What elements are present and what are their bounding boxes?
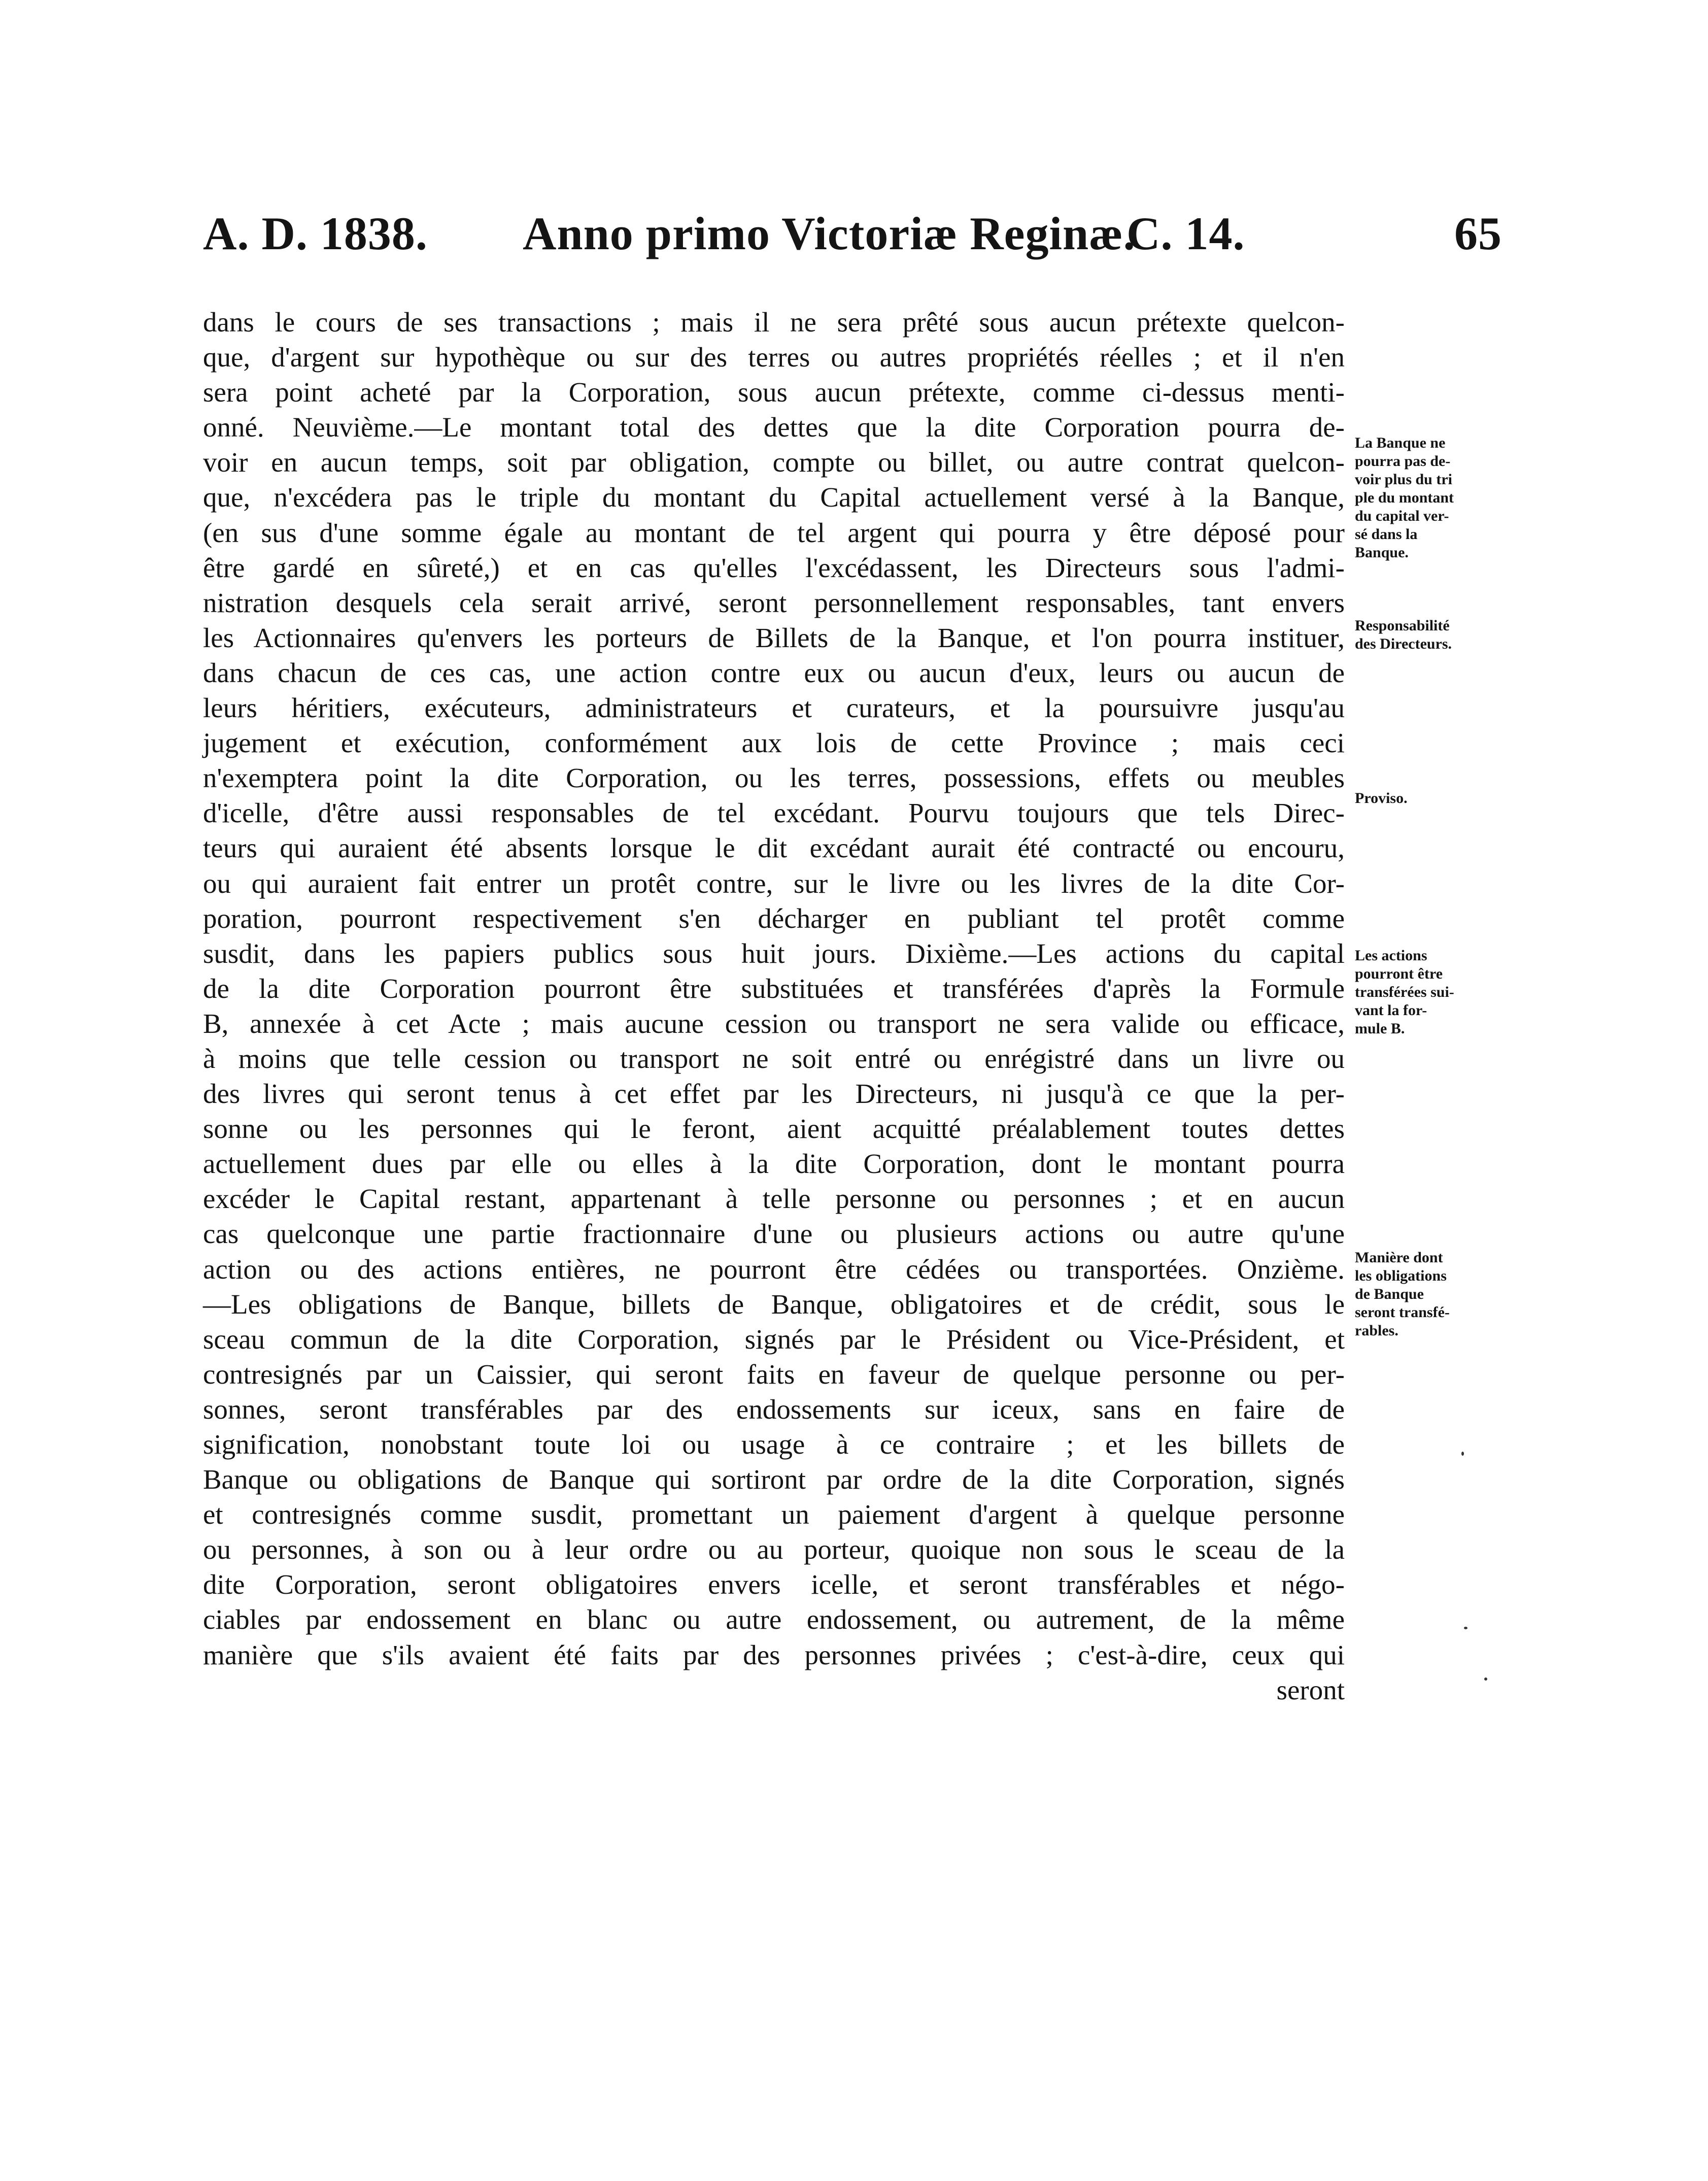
body-line: que, d'argent sur hypothèque ou sur des terres ou autres propriétés réelles ; et il n'en — [203, 342, 1345, 373]
margin-note-line: seront transfé- — [1355, 1304, 1450, 1321]
body-line: dans chacun de ces cas, une action contre eux ou aucun d'eux, leurs ou aucun de — [203, 657, 1345, 688]
body-line: sceau commun de la dite Corporation, signés par le Président ou Vice-Président, et — [203, 1323, 1345, 1355]
body-line: susdit, dans les papiers publics sous huit jours. Dixième.—Les actions du capital — [203, 937, 1345, 969]
margin-note-line: La Banque ne — [1355, 434, 1446, 451]
body-line: signification, nonobstant toute loi ou usage à ce contraire ; et les billets de — [203, 1429, 1345, 1460]
body-line: les Actionnaires qu'envers les porteurs de Billets de la Banque, et l'on pourra instituer, — [203, 622, 1345, 653]
body-line: ou qui auraient fait entrer un protêt contre, sur le livre ou les livres de la dite Cor- — [203, 867, 1345, 899]
margin-note-line: transférées sui- — [1355, 984, 1454, 1000]
body-line: —Les obligations de Banque, billets de Banque, obligatoires et de crédit, sous le — [203, 1288, 1345, 1320]
margin-note-proviso — [1355, 789, 1507, 808]
margin-note-line: voir plus du tri — [1355, 471, 1452, 488]
body-line: ou personnes, à son ou à leur ordre ou au porteur, quoique non sous le sceau de la — [203, 1534, 1345, 1565]
header-title: Anno primo Victoriæ Reginæ. — [523, 208, 1136, 259]
margin-note-actions — [1355, 947, 1507, 1038]
margin-note-banque-dettes — [1355, 434, 1507, 562]
margin-note-line: vant la for- — [1355, 1002, 1427, 1019]
body-line: dans le cours de ses transactions ; mais il ne sera prêté sous aucun prétexte quelcon- — [203, 307, 1345, 338]
scan-speck — [1461, 1452, 1464, 1456]
body-line: action ou des actions entières, ne pourront être cédées ou transportées. Onzième. — [203, 1253, 1345, 1285]
body-line: voir en aucun temps, soit par obligation, compte ou billet, ou autre contrat quelcon- — [203, 447, 1345, 478]
margin-note-line: Proviso. — [1355, 790, 1408, 807]
body-line: B, annexée à cet Acte ; mais aucune cession ou transport ne sera valide ou efficace, — [203, 1008, 1345, 1039]
body-line: des livres qui seront tenus à cet effet par les Directeurs, ni jusqu'à ce que la per- — [203, 1078, 1345, 1110]
margin-note-line: ple du montant — [1355, 489, 1454, 506]
body-line: de la dite Corporation pourront être substituées et transférées d'après la Formule — [203, 972, 1345, 1004]
body-line: être gardé en sûreté,) et en cas qu'elles l'excédassent, les Directeurs sous l'admi- — [203, 552, 1345, 583]
margin-note-line: Responsabilité — [1355, 617, 1450, 634]
body-line: actuellement dues par elle ou elles à la dite Corporation, dont le montant pourra — [203, 1148, 1345, 1180]
margin-note-line: des Directeurs. — [1355, 635, 1452, 652]
body-line: cas quelconque une partie fractionnaire d'une ou plusieurs actions ou autre qu'une — [203, 1218, 1345, 1250]
margin-note-line: du capital ver- — [1355, 508, 1449, 524]
margin-note-line: Banque. — [1355, 544, 1409, 561]
body-line: à moins que telle cession ou transport ne soit entré ou enrégistré dans un livre ou — [203, 1043, 1345, 1074]
body-line: d'icelle, d'être aussi responsables de tel excédant. Pourvu toujours que tels Direc- — [203, 797, 1345, 829]
body-line: nistration desquels cela serait arrivé, seront personnellement responsables, tant envers — [203, 587, 1345, 618]
body-line: n'exemptera point la dite Corporation, ou les terres, possessions, effets ou meubles — [203, 762, 1345, 794]
margin-note-line: mule B. — [1355, 1020, 1405, 1037]
body-line: sera point acheté par la Corporation, sous aucun prétexte, comme ci-dessus menti- — [203, 377, 1345, 408]
body-line: sonnes, seront transférables par des endossements sur iceux, sans en faire de — [203, 1393, 1345, 1425]
margin-note-line: pourront être — [1355, 965, 1443, 982]
body-line: contresignés par un Caissier, qui seront faits en faveur de quelque personne ou per- — [203, 1358, 1345, 1390]
body-line: teurs qui auraient été absents lorsque le dit excédant aurait été contracté ou encouru, — [203, 832, 1345, 864]
body-line: ciables par endossement en blanc ou autre endossement, ou autrement, de la même — [203, 1604, 1345, 1635]
margin-note-line: sé dans la — [1355, 526, 1418, 543]
body-line: manière que s'ils avaient été faits par des personnes privées ; c'est-à-dire, ceux qui — [203, 1639, 1345, 1670]
header-chapter: C. 14. — [1126, 208, 1245, 259]
body-line: poration, pourront respectivement s'en décharger en publiant tel protêt comme — [203, 902, 1345, 934]
scan-speck — [1484, 1677, 1487, 1681]
body-line: seront — [1276, 1674, 1345, 1705]
body-text — [203, 305, 1345, 1707]
body-line: dite Corporation, seront obligatoires envers icelle, et seront transférables et négo- — [203, 1569, 1345, 1600]
scan-speck — [1464, 1627, 1467, 1629]
body-line: excéder le Capital restant, appartenant à telle personne ou personnes ; et en aucun — [203, 1183, 1345, 1215]
margin-note-line: rables. — [1355, 1322, 1398, 1339]
body-line: et contresignés comme susdit, promettant un paiement d'argent à quelque personne — [203, 1499, 1345, 1530]
margin-note-line: de Banque — [1355, 1286, 1424, 1302]
body-line: que, n'excédera pas le triple du montant du Capital actuellement versé à la Banque, — [203, 482, 1345, 513]
body-line: onné. Neuvième.—Le montant total des dettes que la dite Corporation pourra de- — [203, 412, 1345, 443]
margin-note-responsabilite — [1355, 617, 1507, 653]
page-number: 65 — [1454, 208, 1502, 259]
body-line: (en sus d'une somme égale au montant de tel argent qui pourra y être déposé pour — [203, 517, 1345, 548]
header-year: A. D. 1838. — [203, 208, 428, 259]
body-line: sonne ou les personnes qui le feront, aient acquitté préalablement toutes dettes — [203, 1113, 1345, 1145]
margin-note-obligations — [1355, 1249, 1507, 1340]
margin-note-line: les obligations — [1355, 1267, 1447, 1284]
running-header — [203, 200, 1502, 266]
body-line: jugement et exécution, conformément aux lois de cette Province ; mais ceci — [203, 727, 1345, 759]
margin-note-line: pourra pas de- — [1355, 453, 1451, 469]
body-line: leurs héritiers, exécuteurs, administrateurs et curateurs, et la poursuivre jusqu'au — [203, 692, 1345, 724]
margin-note-line: Manière dont — [1355, 1249, 1443, 1266]
margin-note-line: Les actions — [1355, 947, 1427, 964]
body-line: Banque ou obligations de Banque qui sortiront par ordre de la dite Corporation, signés — [203, 1464, 1345, 1495]
